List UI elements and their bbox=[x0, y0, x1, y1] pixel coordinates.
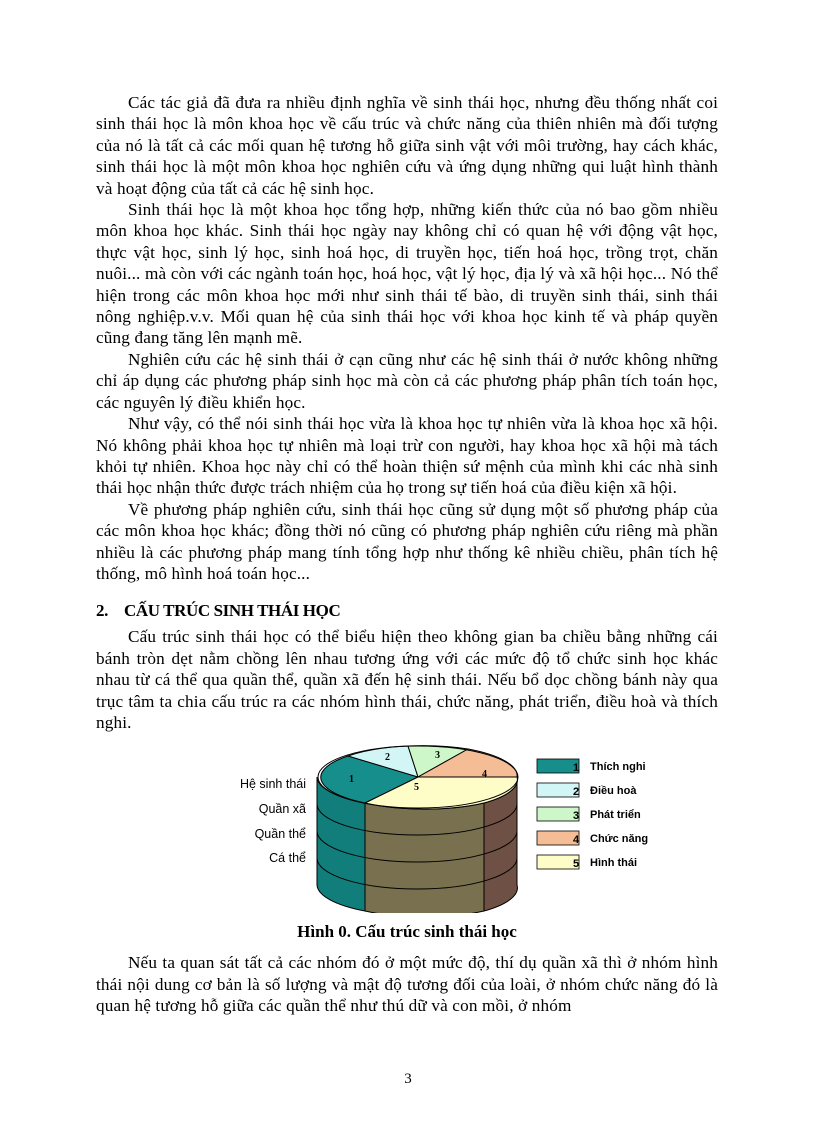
slice-number-2: 2 bbox=[385, 752, 390, 764]
paragraph-research-methods: Về phương pháp nghiên cứu, sinh thái học cũng sử dụng một số phương pháp của các môn khoa học khác; đồng thời nó cũng có phương pháp nghiên cứu riêng mà phần nhiều là các phương pháp mang tính tổng hợp như thống kê nhiều chiều, phân tích hệ thống, mô hình hoá toán học... bbox=[96, 499, 718, 583]
figure-caption: Hình 0. Cấu trúc sinh thái học bbox=[297, 922, 517, 942]
page-number: 3 bbox=[404, 1071, 412, 1087]
paragraph-synthesis: Sinh thái học là một khoa học tổng hợp, những kiến thức của nó bao gồm nhiều môn khoa học khác. Sinh thái học ngày nay không chỉ có quan hệ với động vật học, thực vật học, sinh lý học, sinh hoá học, di truyền học, tiến hoá học, trồng trọt, chăn nuôi... mà còn với các ngành toán học, hoá học, vật lý học, địa lý và xã hội học... Nó thể hiện trong các môn khoa học mới như sinh thái tế bào, di truyền sinh thái, sinh thái nông nghiệp.v.v. Mối quan hệ của sinh thái học với khoa học kinh tế và pháp quyền cũng đang tăng lên mạnh mẽ. bbox=[96, 200, 718, 348]
paragraph-methods: Nghiên cứu các hệ sinh thái ở cạn cũng như các hệ sinh thái ở nước không những chỉ áp dụng các phương pháp sinh học mà còn cả các phương pháp phân tích toán học, các nguyên lý điều khiển học. bbox=[96, 349, 718, 412]
legend-label-5: Hình thái bbox=[590, 857, 638, 870]
legend-num-5: 5 bbox=[573, 858, 580, 871]
legend-num-2: 2 bbox=[573, 786, 580, 799]
page-content bbox=[96, 92, 718, 1017]
section-number: 2. bbox=[96, 601, 108, 621]
legend-label-2: Điều hoà bbox=[590, 785, 637, 798]
legend-label-3: Phát triển bbox=[590, 809, 641, 822]
slice-number-3: 3 bbox=[435, 750, 440, 762]
legend-label-4: Chức năng bbox=[590, 833, 649, 846]
level-label-quan-xa: Quần xã bbox=[258, 802, 306, 817]
legend-label-1: Thích nghi bbox=[590, 761, 646, 774]
paragraph-structure: Cấu trúc sinh thái học có thể biểu hiện theo không gian ba chiều bằng những cái bánh tròn dẹt nằm chồng lên nhau tương ứng với các mức độ tổ chức sinh học khác nhau từ cá thể qua quần thể, quần xã đến hệ sinh thái. Nếu bổ dọc chồng bánh này qua trục tâm ta chia cấu trúc ra các nhóm hình thái, chức năng, phát triển, điều hoà và thích nghi. bbox=[96, 627, 718, 732]
paragraph-observation: Nếu ta quan sát tất cả các nhóm đó ở một mức độ, thí dụ quần xã thì ở nhóm hình thái nội dung cơ bản là số lượng và mật độ tương đối của loài, ở nhóm chức năng đó là quan hệ tương hỗ giữa các quần thể như thú dữ và con mồi, ở nhóm bbox=[96, 953, 718, 1016]
legend-num-1: 1 bbox=[573, 762, 580, 775]
section-heading bbox=[96, 600, 718, 621]
level-label-he-sinh-thai: Hệ sinh thái bbox=[239, 777, 306, 792]
level-label-quan-the: Quần thể bbox=[254, 827, 306, 842]
slice-number-4: 4 bbox=[482, 769, 487, 781]
structure-figure bbox=[96, 735, 718, 913]
slice-number-5: 5 bbox=[414, 782, 419, 794]
legend-num-3: 3 bbox=[573, 810, 580, 823]
figure-legend bbox=[537, 759, 648, 870]
stacked-cylinder-diagram bbox=[96, 735, 718, 913]
slice-number-1: 1 bbox=[349, 774, 354, 786]
paragraph-nature-society: Như vậy, có thể nói sinh thái học vừa là khoa học tự nhiên vừa là khoa học xã hội. Nó không phải khoa học tự nhiên mà loại trừ con người, hay khoa học xã hội mà tách khỏi tự nhiên. Khoa học này chỉ có thể hoàn thiện sứ mệnh của mình khi các nhà sinh thái học nhận thức được trách nhiệm của họ trong sự tiến hoá của điều kiện xã hội. bbox=[96, 414, 718, 498]
legend-num-4: 4 bbox=[573, 834, 580, 847]
section-title: CẤU TRÚC SINH THÁI HỌC bbox=[124, 601, 341, 621]
level-label-ca-the: Cá thể bbox=[269, 851, 306, 866]
paragraph-definition: Các tác giả đã đưa ra nhiều định nghĩa về sinh thái học, nhưng đều thống nhất coi sinh thái học là môn khoa học về cấu trúc và chức năng của thiên nhiên mà đối tượng của nó là tất cả các mối quan hệ tương hỗ giữa sinh vật với môi trường, hay cách khác, sinh thái học là một môn khoa học nghiên cứu và ứng dụng những qui luật hình thành và hoạt động của tất cả các hệ sinh học. bbox=[96, 93, 718, 198]
